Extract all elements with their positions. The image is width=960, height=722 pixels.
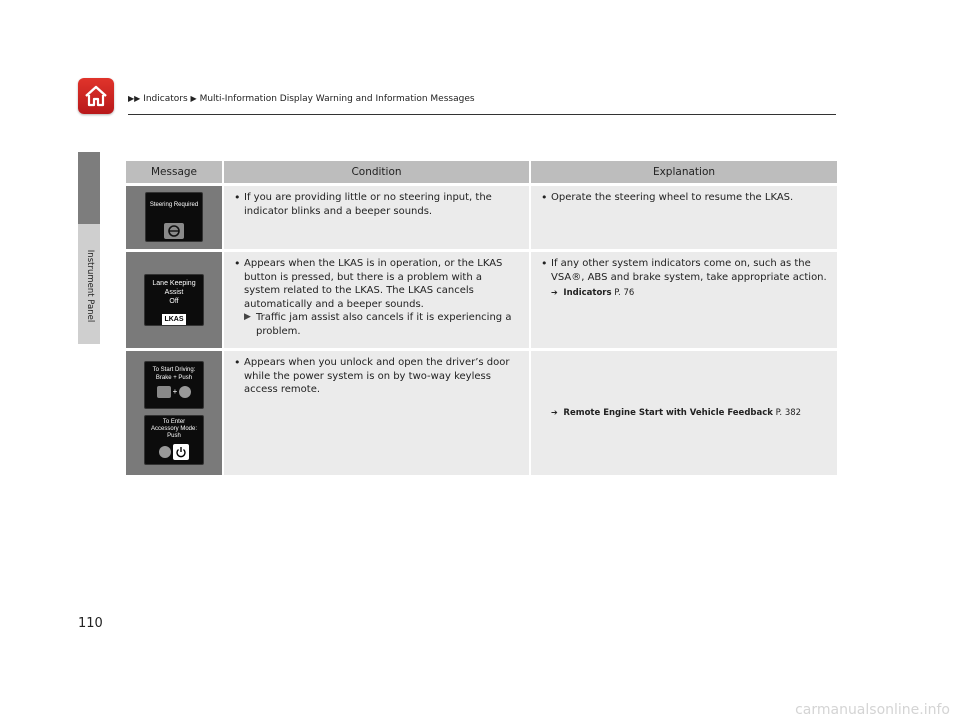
lkas-indicator-icon: LKAS [164, 316, 184, 323]
bullet-item [234, 257, 521, 311]
explanation-text: Operate the steering wheel to resume the LKAS. [551, 192, 794, 203]
explanation-text: If any other system indicators come on, such as the VSA®, ABS and brake system, take appropriate action. [551, 258, 827, 283]
display-to-enter-accessory-mode [144, 415, 204, 465]
side-tab-label: Instrument Panel [85, 249, 95, 323]
sub-note-text: Traffic jam assist also cancels if it is experiencing a problem. [256, 312, 512, 337]
table-row [126, 252, 837, 348]
bullet-icon: • [234, 257, 241, 270]
steering-icon [164, 223, 184, 239]
condition-text: If you are providing little or no steering input, the indicator blinks and a beeper sounds. [244, 192, 492, 217]
display-lane-keeping-assist-off [144, 274, 204, 326]
screen-icon-row [145, 444, 203, 460]
condition-text: Appears when the LKAS is in operation, or the LKAS button is pressed, but there is a problem with a system related to the LKAS. The LKAS cancels automatically and a beeper sounds. [244, 258, 503, 310]
plus-icon: + [172, 387, 178, 397]
bullet-icon: • [541, 191, 548, 204]
header-divider [128, 114, 836, 115]
condition-text: Appears when you unlock and open the driver’s door while the power system is on by two-way keyless access remote. [244, 357, 510, 395]
display-steering-required [145, 192, 203, 242]
header-condition: Condition [222, 161, 529, 183]
breadcrumb-link-indicators[interactable]: Indicators [143, 94, 188, 104]
reference-link-remote-engine-start[interactable] [551, 406, 829, 421]
display-to-start-driving [144, 361, 204, 409]
side-tab-marker [78, 152, 100, 224]
breadcrumb-arrow-icon: ▶▶ [128, 94, 141, 103]
screen-icon-row [145, 386, 203, 398]
screen-text: Brake + Push [155, 374, 193, 381]
screen-text: Steering Required [149, 202, 199, 208]
bullet-icon: • [541, 257, 548, 270]
screen-text: Off [169, 298, 179, 305]
explanation-cell [529, 186, 837, 249]
power-icon [173, 444, 189, 460]
condition-cell [222, 351, 529, 475]
explanation-cell [529, 351, 837, 475]
screen-text: Push [167, 433, 181, 439]
bullet-icon: • [234, 191, 241, 204]
bullet-icon: • [234, 356, 241, 369]
engine-button-icon [159, 446, 171, 458]
home-button[interactable] [78, 78, 114, 114]
home-icon [83, 84, 109, 108]
breadcrumb [128, 94, 475, 104]
table-header-row [126, 161, 837, 183]
reference-page: P. 76 [614, 288, 635, 298]
table-row [126, 186, 837, 249]
bullet-item [541, 257, 829, 284]
sub-note [244, 311, 521, 338]
header-explanation: Explanation [529, 161, 837, 183]
explanation-cell [529, 252, 837, 348]
breadcrumb-current: Multi-Information Display Warning and Information Messages [199, 94, 475, 104]
reference-title: Remote Engine Start with Vehicle Feedback [563, 408, 773, 419]
watermark: carmanualsonline.info [795, 702, 950, 718]
sub-arrow-icon: ▶ [244, 312, 251, 322]
message-cell [126, 252, 222, 348]
ref-arrow-icon: ➔ [551, 288, 558, 297]
message-cell [126, 186, 222, 249]
reference-link-indicators[interactable] [551, 286, 829, 301]
brake-pedal-icon [157, 386, 171, 398]
reference-title: Indicators [563, 288, 612, 298]
page-number: 110 [78, 616, 103, 631]
screen-text: To Start Driving: [152, 367, 196, 373]
bullet-item [234, 356, 521, 397]
screen-text: To Enter [162, 419, 186, 425]
screen-text: Accessory Mode: [150, 426, 198, 432]
screen-text: Lane Keeping Assist [152, 280, 196, 296]
bullet-item [541, 191, 829, 205]
message-cell [126, 351, 222, 475]
message-table [126, 158, 837, 478]
ref-arrow-icon: ➔ [551, 408, 558, 418]
bullet-item [234, 191, 521, 218]
header-message: Message [126, 161, 222, 183]
condition-cell [222, 186, 529, 249]
breadcrumb-arrow-icon: ▶ [190, 94, 197, 103]
condition-cell [222, 252, 529, 348]
engine-button-icon [179, 386, 191, 398]
reference-page: P. 382 [775, 408, 802, 419]
table-row [126, 351, 837, 475]
